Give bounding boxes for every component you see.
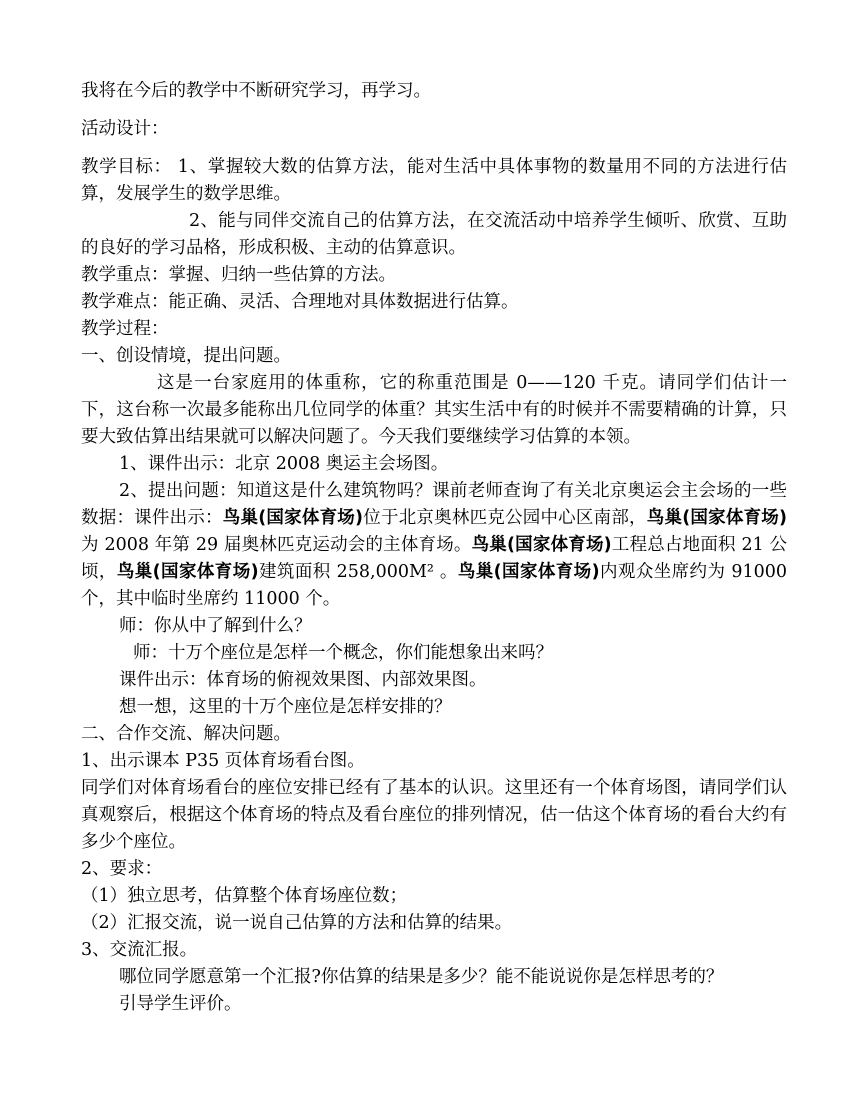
teaching-key-point: 教学重点：掌握、归纳一些估算的方法。 (81, 265, 396, 285)
think-line: 想一想，这里的十万个座位是怎样安排的？ (119, 697, 452, 717)
teacher-question-2: 师：十万个座位是怎样一个概念，你们能想象出来吗？ (133, 643, 553, 663)
report-question: 哪位同学愿意第一个汇报?你估算的结果是多少？能不能说说你是怎样思考的？ (119, 967, 724, 987)
teacher-question-1: 师：你从中了解到什么？ (119, 616, 312, 636)
scale-paragraph: 这是一台家庭用的体重称，它的称重范围是 0——120 千克。请同学们估计一下，这台称一次最多能称出几位同学的体重？其实生活中有的时候并不需要精确的计算，只要大致估算出结果就可以解决问题了。今天我们要继续学习估算的本领。 (81, 373, 787, 447)
document-page (81, 78, 787, 1018)
item-2-paragraph: 2、提出问题：知道这是什么建筑物吗？课前老师查询了有关北京奥运会主会场的一些数据：课件出示：鸟巢(国家体育场)位于北京奥林匹克公园中心区南部，鸟巢(国家体育场)为 2008 年第 29 届奥林匹克运动会的主体育场。鸟巢(国家体育场)工程总占地面积 21 公顷，鸟巢(国家体育场)建筑面积 258,000M² 。鸟巢(国家体育场)内观众坐席约为 91000 个，其中临时坐席约 11000 个。 (81, 481, 788, 609)
courseware-line: 课件出示：体育场的俯视效果图、内部效果图。 (119, 670, 487, 690)
activity-design-heading: 活动设计： (81, 119, 169, 139)
guide-line: 引导学生评价。 (119, 994, 242, 1014)
teaching-goal-1: 教学目标： 1、掌握较大数的估算方法，能对生活中具体事物的数量用不同的方法进行估算，发展学生的数学思维。 (81, 157, 788, 204)
closing-line: 我将在今后的教学中不断研究学习，再学习。 (81, 81, 431, 101)
section-2-item-1: 1、出示课本 P35 页体育场看台图。 (81, 751, 365, 771)
teaching-goal-2: 2、能与同伴交流自己的估算方法，在交流活动中培养学生倾听、欣赏、互助的良好的学习品格，形成积极、主动的估算意识。 (81, 211, 787, 258)
requirement-2: （2）汇报交流，说一说自己估算的方法和估算的结果。 (81, 913, 513, 933)
teaching-process-heading: 教学过程： (81, 319, 169, 339)
requirement-1: （1）独立思考，估算整个体育场座位数； (81, 886, 408, 906)
section-2-heading: 二、合作交流、解决问题。 (81, 724, 291, 744)
section-2-item-3: 3、交流汇报。 (81, 940, 198, 960)
item-1: 1、课件出示：北京 2008 奥运主会场图。 (119, 454, 449, 474)
teaching-difficulty: 教学难点：能正确、灵活、合理地对具体数据进行估算。 (81, 292, 519, 312)
section-2-item-2: 2、要求： (81, 859, 163, 879)
section-1-heading: 一、创设情境，提出问题。 (81, 346, 291, 366)
section-2-paragraph: 同学们对体育场看台的座位安排已经有了基本的认识。这里还有一个体育场图，请同学们认真观察后，根据这个体育场的特点及看台座位的排列情况，估一估这个体育场的看台大约有多少个座位。 (81, 778, 787, 852)
